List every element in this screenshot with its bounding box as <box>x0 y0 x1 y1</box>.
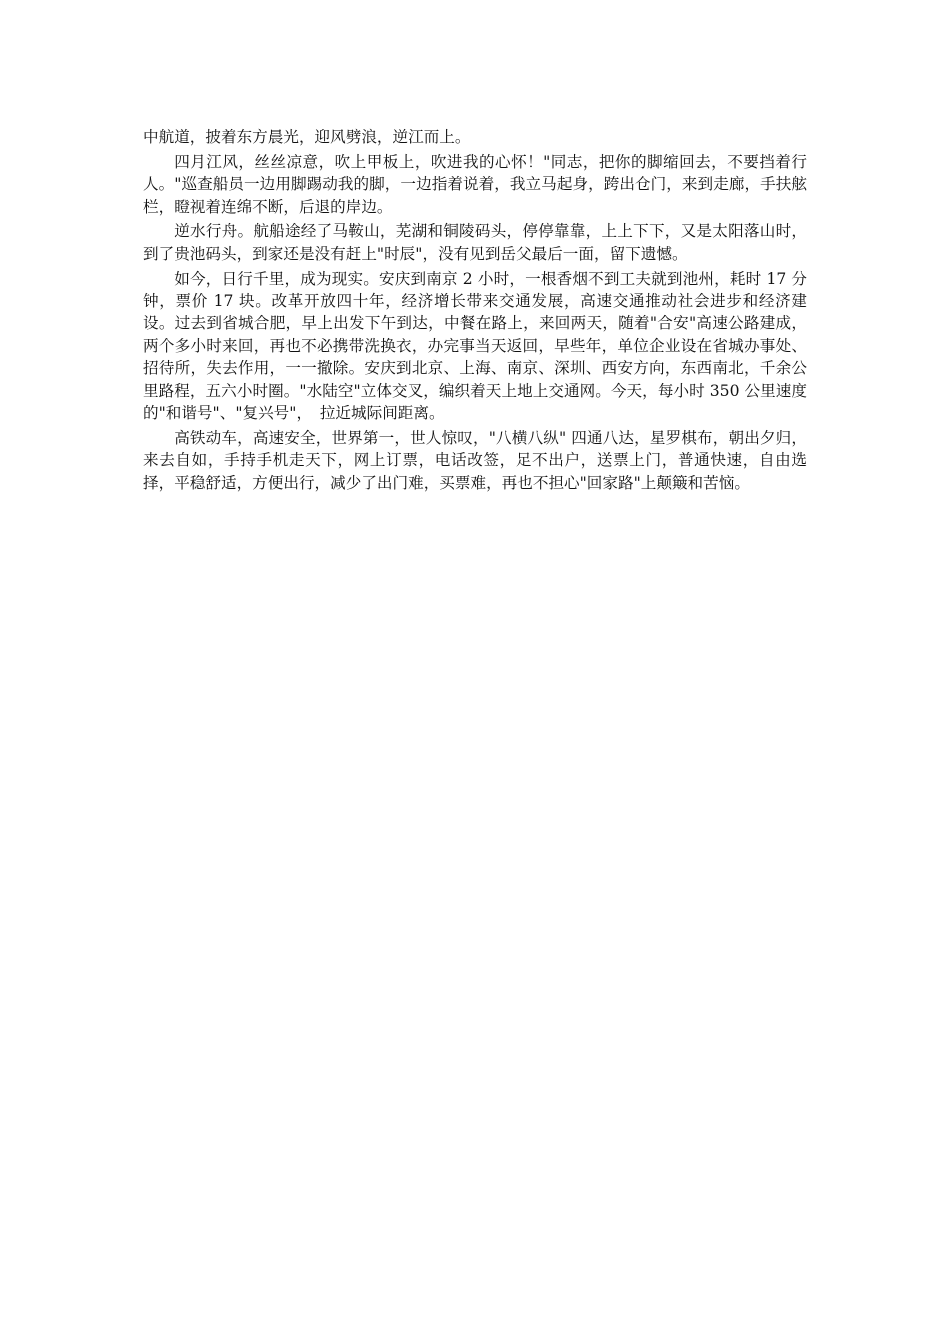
paragraph-3: 逆水行舟。航船途经了马鞍山，芜湖和铜陵码头，停停靠靠，上上下下，又是太阳落山时，到了贵池码头，到家还是没有赶上"时辰"，没有见到岳父最后一面，留下遗憾。 <box>143 222 807 263</box>
article-body <box>143 126 807 496</box>
paragraph-5: 高铁动车，高速安全，世界第一，世人惊叹，"八横八纵" 四通八达，星罗棋布，朝出夕归，来去自如，手持手机走天下，网上订票，电话改签，足不出户，送票上门，普通快速，自由选择，平稳舒适，方便出行，减少了出门难，买票难，再也不担心"回家路"上颠簸和苦恼。 <box>143 428 807 492</box>
paragraph-2: 四月江风，丝丝凉意，吹上甲板上，吹进我的心怀！"同志，把你的脚缩回去，不要挡着行人。"巡查船员一边用脚踢动我的脚，一边指着说着，我立马起身，跨出仓门，来到走廊，手扶舷栏，瞪视着连绵不断，后退的岸边。 <box>143 152 807 216</box>
paragraph-1: 中航道，披着东方晨光，迎风劈浪，逆江而上。 <box>143 128 471 146</box>
paragraph-4: 如今，日行千里，成为现实。安庆到南京 2 小时，一根香烟不到工夫就到池州，耗时 17 分钟，票价 17 块。改革开放四十年，经济增长带来交通发展，高速交通推动社会进步和经济建设。过去到省城合肥，早上出发下午到达，中餐在路上，来回两天，随着"合安"高速公路建成，两个多小时来回，再也不必携带洗换衣，办完事当天返回，早些年，单位企业设在省城办事处、招待所，失去作用，一一撤除。安庆到北京、上海、南京、深圳、西安方向，东西南北，千余公里路程，五六小时圈。"水陆空"立体交叉，编织着天上地上交通网。今天，每小时 350 公里速度的"和谐号"、"复兴号"， 拉近城际间距离。 <box>143 269 807 423</box>
